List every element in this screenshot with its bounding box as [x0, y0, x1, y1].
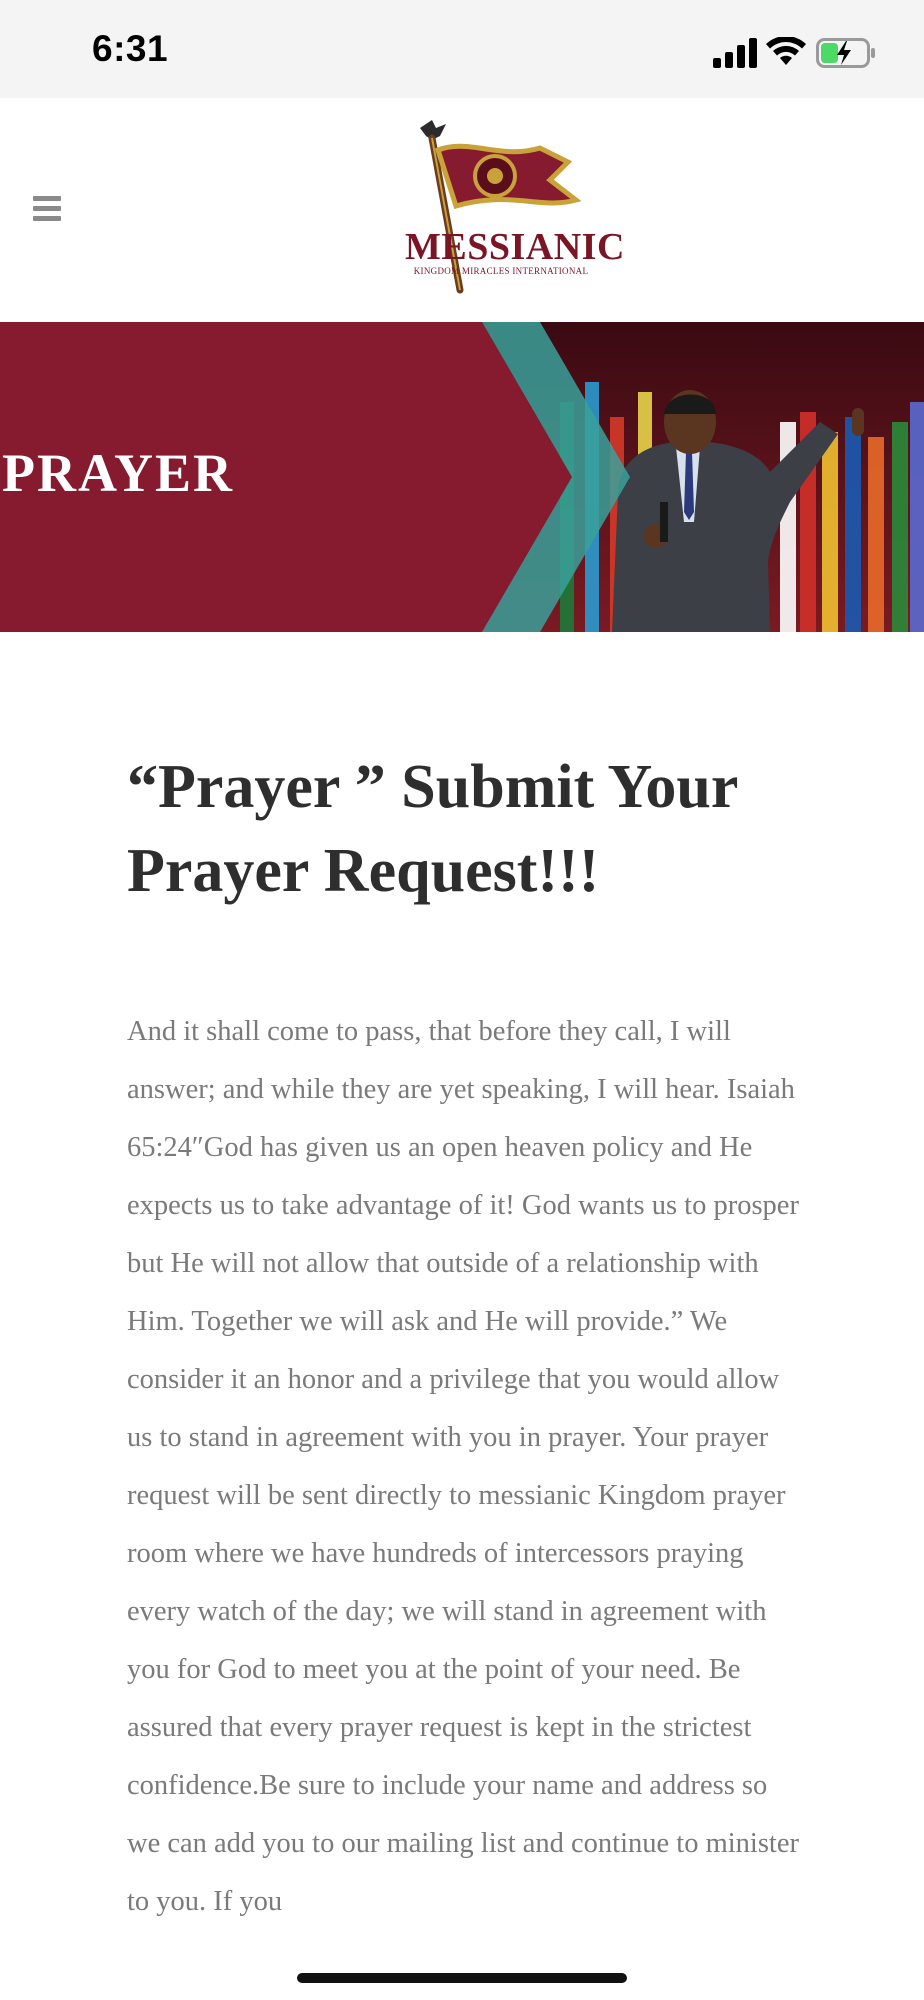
hamburger-menu-icon[interactable] [33, 196, 61, 220]
wifi-icon [766, 37, 806, 67]
logo-wordmark: MESSIANIC [405, 226, 625, 268]
hero-banner [0, 322, 924, 632]
prayer-body-text: And it shall come to pass, that before they call, I will answer; and while they are yet speaking, I will hear. Isaiah 65:24″God has given us an open heaven policy and He expects us to take advantage of it! God wants us to prosper but He will not allow that outside of a relationship with Him. Together we will ask and He will provide.” We consider it an honor and a privilege that you would allow us to stand in agreement with you in prayer. Your prayer request will be sent directly to messianic Kingdom prayer room where we have hundreds of intercessors praying every watch of the day; we will stand in agreement with you for God to meet you at the point of your need. Be assured that every prayer request is kept in the strictest confidence.Be sure to include your name and address so we can add you to our mailing list and continue to minister to you. If you [127, 1016, 799, 1917]
status-bar [0, 0, 924, 98]
hero-title: PRAYER [2, 443, 235, 503]
logo-tagline: KINGDOM MIRACLES INTERNATIONAL [413, 266, 589, 276]
status-time: 6:31 [92, 28, 169, 69]
home-indicator[interactable] [297, 1973, 627, 1983]
page-title: “Prayer ” Submit Your Prayer Request!!! [127, 753, 738, 905]
cellular-signal-icon [713, 38, 757, 68]
battery-charging-icon [816, 38, 876, 68]
